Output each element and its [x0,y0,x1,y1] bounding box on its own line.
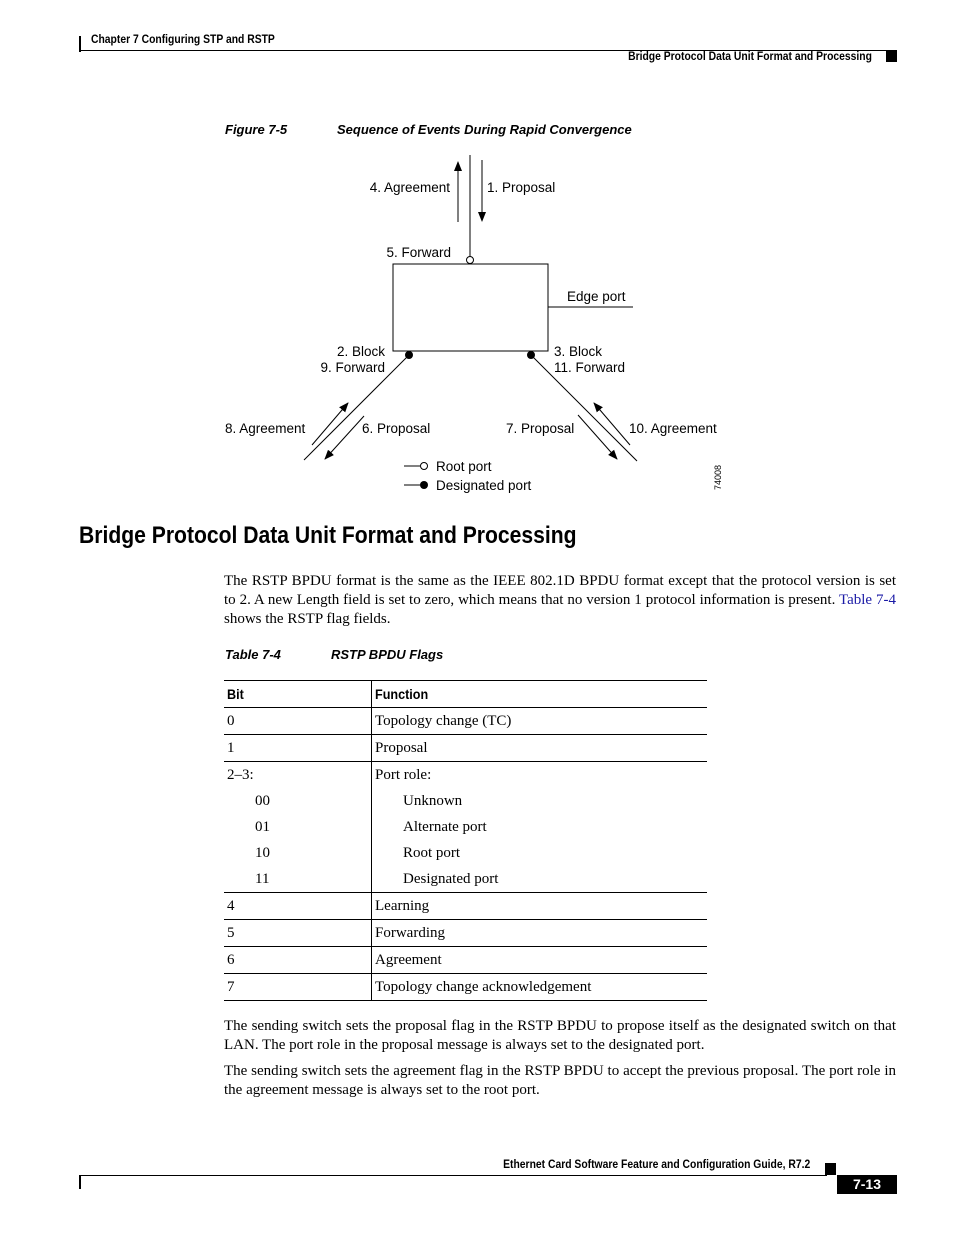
root-port-top [467,257,474,264]
bit-cell: 5 [227,925,235,941]
table-header-row [224,680,707,708]
table-number: Table 7-4 [225,647,281,662]
label-proposal-left: 6. Proposal [362,421,431,436]
bit-cell: 4 [227,898,235,914]
footer-marker [825,1163,836,1175]
function-cell: Forwarding [375,925,445,941]
function-cell: Agreement [375,952,442,968]
table-row [224,708,707,735]
footer-rule [79,1175,827,1176]
switch-box [393,264,548,351]
function-cell: Topology change acknowledgement [375,979,592,995]
sub-function-cell: Root port [403,845,461,861]
function-cell: Port role: [375,767,432,783]
proposal-flag-paragraph: The sending switch sets the proposal flag in the RSTP BPDU to propose itself as the designated switch on that LAN. The port role in the proposal message is always set to the designated port. [224,1018,896,1053]
sub-bit-cell: 00 [255,793,270,809]
legend-root-symbol [421,463,428,470]
legend-designated-label: Designated port [436,478,532,493]
intro-text-end: shows the RSTP flag fields. [224,611,391,627]
label-agreement-top: 4. Agreement [369,180,450,195]
agreement-flag-paragraph: The sending switch sets the agreement flag in the RSTP BPDU to accept the previous proposal. The port role in the agreement message is always set to the root port. [224,1063,896,1098]
table-row [224,762,707,893]
rapid-convergence-diagram [0,0,954,520]
bit-cell: 0 [227,713,235,729]
running-header-section: Bridge Protocol Data Unit Format and Processing [628,51,872,63]
bit-cell: 7 [227,979,235,995]
footer-guide-title: Ethernet Card Software Feature and Configuration Guide, R7.2 [502,1159,810,1171]
designated-port-right [527,351,535,359]
column-header-bit: Bit [227,686,244,702]
table-row [224,974,707,1001]
table-row [224,735,707,762]
label-proposal-right: 7. Proposal [506,421,575,436]
designated-port-left [405,351,413,359]
label-block-right: 3. Block [554,344,603,359]
table-title: RSTP BPDU Flags [331,647,444,662]
bit-cell: 1 [227,740,235,756]
table-7-4-link[interactable]: Table 7-4 [838,592,896,608]
sub-function-cell: Unknown [403,793,463,809]
table-row [224,920,707,947]
bit-cell: 6 [227,952,235,968]
footer-left-bar [79,1175,81,1189]
label-agreement-left: 8. Agreement [225,421,306,436]
label-edge-port: Edge port [567,289,626,304]
sub-bit-cell: 11 [255,871,270,887]
sub-bit-cell: 01 [255,819,270,835]
page-number: 7-13 [837,1175,897,1194]
figure-title: Sequence of Events During Rapid Convergence [337,122,632,137]
figure-number: Figure 7-5 [225,122,288,137]
label-block-left: 2. Block [336,344,385,359]
label-forward-left: 9. Forward [320,360,385,375]
label-forward-right: 11. Forward [554,360,626,375]
legend-root-label: Root port [436,459,492,474]
table-row [224,947,707,974]
agreement-arrow-left [312,403,348,445]
column-header-function: Function [375,686,429,702]
section-heading: Bridge Protocol Data Unit Format and Processing [79,522,577,549]
sub-bit-cell: 10 [255,845,270,861]
label-proposal-top: 1. Proposal [487,180,556,195]
function-cell: Learning [375,898,430,914]
intro-text: The RSTP BPDU format is the same as the IEEE 802.1D BPDU format except that the protocol version is set to 2. A new Length field is set to zero, which means that no version 1 protocol information is present. [224,573,896,608]
rstp-bpdu-flags-table [224,680,707,1001]
table-row [224,893,707,920]
figure-id: 74008 [713,464,723,490]
label-agreement-right: 10. Agreement [629,421,717,436]
running-header-chapter: Chapter 7 Configuring STP and RSTP [91,34,275,46]
function-cell: Proposal [375,740,428,756]
intro-paragraph [224,572,896,629]
sub-function-cell: Alternate port [403,819,487,835]
sub-function-cell: Designated port [403,871,499,887]
label-forward-top: 5. Forward [386,245,451,260]
bit-cell: 2–3: [227,767,254,783]
function-cell: Topology change (TC) [375,713,512,729]
legend-designated-symbol [420,481,428,489]
